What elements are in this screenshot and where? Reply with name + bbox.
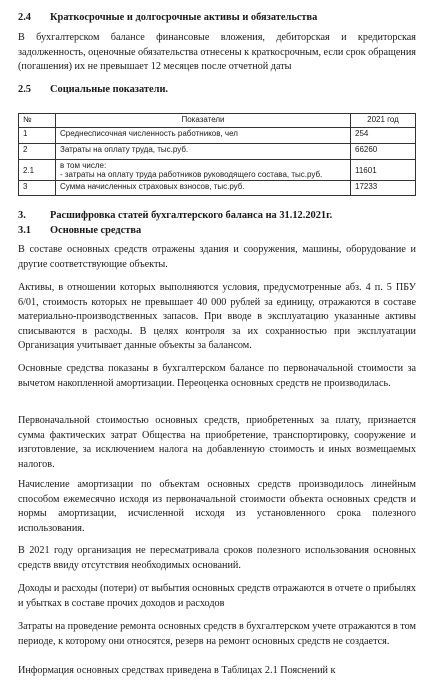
table-cell-label-line: в том числе: [60,161,107,170]
section-number: 2.4 [18,12,31,23]
table-cell-sublabel: - затраты на оплату труда работников руководящего состава, тыс.руб. [60,170,323,179]
section-title: Основные средства [50,225,142,236]
table-cell-value: 254 [351,128,416,144]
table-cell-value: 66260 [351,144,416,160]
section-title: Расшифровка статей бухгалтерского баланса на 31.12.2021г. [50,210,333,221]
section-3-1-heading [18,225,141,236]
table-header-indicator: Показатели [56,114,351,128]
section-number: 2.5 [18,84,31,95]
paragraph: Начисление амортизации по объектам основных средств производилось линейным способом ежемесячно исходя из первоначальной стоимости объекта основных средств и нормы амортизации, исчисленной исходя из установленного срока полезного использования. [18,479,416,534]
paragraph: Основные средства показаны в бухгалтерском балансе по первоначальной стоимости за вычетом накопленной амортизации. Переоценка основных средств не производилась. [18,363,416,389]
section-number: 3.1 [18,225,31,236]
table-cell-label: Затраты на оплату труда, тыс.руб. [56,144,351,160]
section-3-heading [18,210,332,221]
paragraph: Первоначальной стоимостью основных средств, приобретенных за плату, признается сумма фактических затрат Общества на приобретение, транспортировку, сооружение и изготовление, за исключением налога на добавленную стоимость и иных возмещаемых налогов. [18,415,416,470]
paragraph: Информация основных средствах приведена в Таблицах 2.1 Пояснений к [18,665,336,676]
table-cell-num: 1 [19,128,56,144]
table-row [19,160,416,181]
paragraph: В 2021 году организация не пересматривала сроков полезного использования основных средств ввиду отсутствия необходимых оснований. [18,545,416,571]
table-header-row [19,114,416,128]
paragraph: Затраты на проведение ремонта основных средств в бухгалтерском учете отражаются в том периоде, к которому они относятся, резерв на ремонт основных средств не создается. [18,621,416,647]
section-title: Социальные показатели. [50,84,169,95]
table-header-num: № [19,114,56,128]
table-cell-num: 3 [19,181,56,196]
section-title: Краткосрочные и долгосрочные активы и обязательства [50,12,318,23]
paragraph: В составе основных средств отражены здания и сооружения, машины, оборудование и другие соответствующие объекты. [18,244,416,270]
table-cell-num: 2 [19,144,56,160]
table-row [19,181,416,196]
section-2-4-paragraph: В бухгалтерском балансе финансовые вложения, дебиторская и кредиторская задолженность, оценочные обязательства отнесены к краткосрочным, если срок обращения (погашения) их не превышает 12 месяцев после отчетной даты [18,32,416,73]
section-2-5-heading [18,84,168,95]
table-cell-num: 2.1 [19,160,56,181]
table-row [19,128,416,144]
table-row [19,144,416,160]
table-cell-value: 17233 [351,181,416,196]
section-number: 3. [18,210,26,221]
table-cell-label [56,160,351,181]
social-indicators-table [18,113,416,196]
table-cell-label: Среднесписочная численность работников, чел [56,128,351,144]
paragraph: Активы, в отношении которых выполняются условия, предусмотренные абз. 4 п. 5 ПБУ 6/01, стоимость которых не превышает 40 000 рублей за единицу, отражаются в составе материально-производственных запасов. При вводе в эксплуатацию указанные активы списываются в расходы. В целях контроля за их сохранностью при эксплуатации Организация учитывает данные объекты за балансом. [18,282,416,352]
table-cell-value: 11601 [351,160,416,181]
paragraph: Доходы и расходы (потери) от выбытия основных средств отражаются в отчете о прибылях и убытках в составе прочих доходов и расходов [18,583,416,609]
table-cell-label: Сумма начисленных страховых взносов, тыс.руб. [56,181,351,196]
section-2-4-heading [18,12,317,23]
table-header-year: 2021 год [351,114,416,128]
